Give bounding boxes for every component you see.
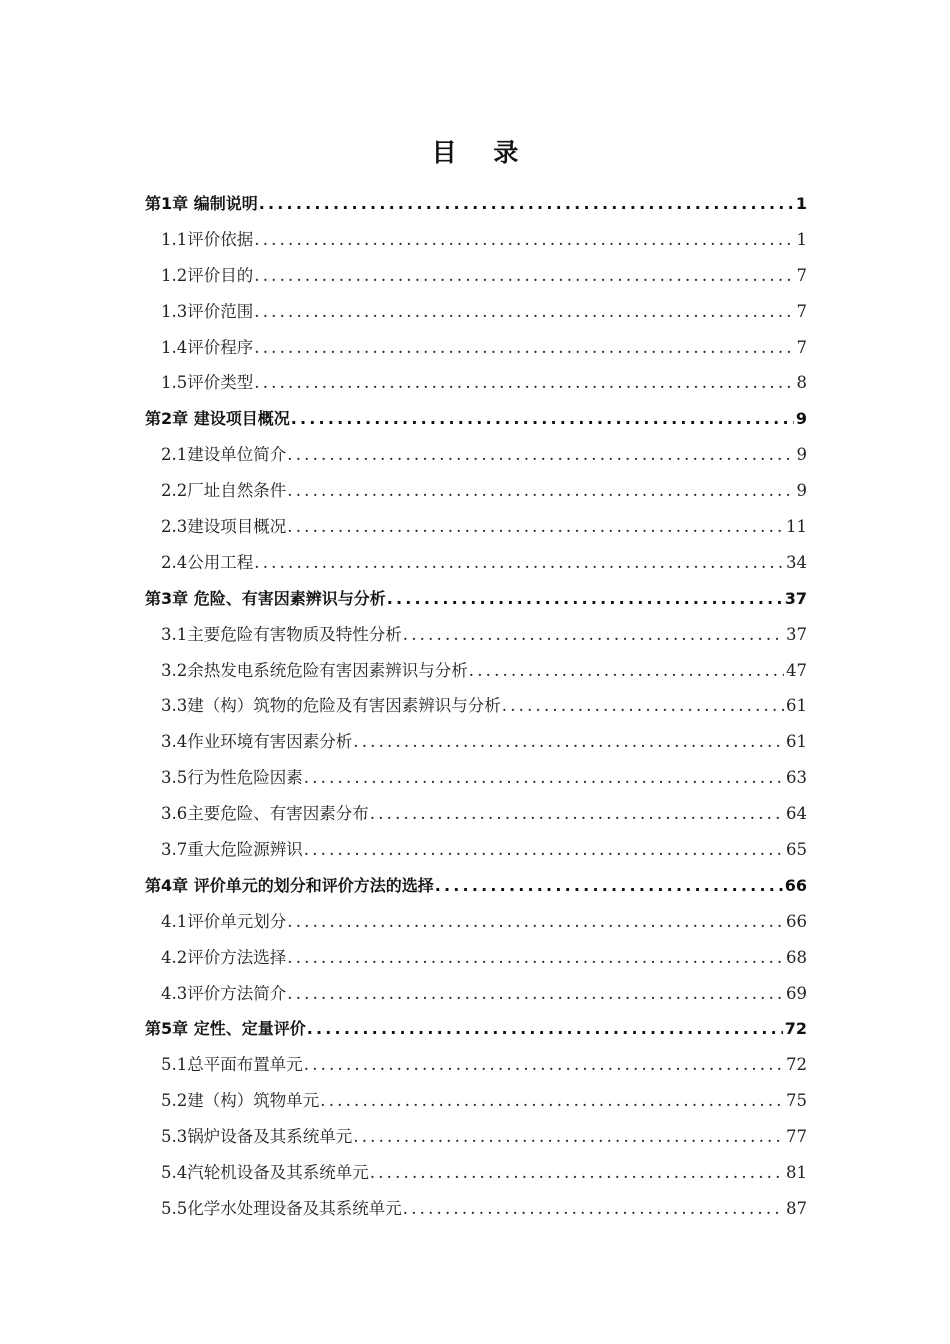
toc-section-entry[interactable] (145, 688, 807, 724)
toc-entry-label: 1.1评价依据 (161, 229, 254, 249)
toc-page-number: 69 (786, 983, 807, 1003)
toc-page-number: 8 (796, 373, 807, 393)
toc-dot-leader (370, 1155, 784, 1191)
toc-entry-label: 第3章 危险、有害因素辨识与分析 (145, 588, 386, 608)
toc-section-entry[interactable] (145, 222, 807, 258)
toc-entry-label: 4.3评价方法简介 (161, 983, 287, 1003)
toc-section-entry[interactable] (145, 1155, 807, 1191)
toc-section-entry[interactable] (145, 976, 807, 1012)
toc-page-number: 65 (786, 840, 807, 860)
toc-entry-label: 3.3建（构）筑物的危险及有害因素辨识与分析 (161, 696, 501, 716)
toc-section-entry[interactable] (145, 1083, 807, 1119)
toc-entry-label: 3.2余热发电系统危险有害因素辨识与分析 (161, 660, 468, 680)
toc-page-number: 9 (796, 445, 807, 465)
toc-page-number: 61 (786, 732, 807, 752)
toc-section-entry[interactable] (145, 1047, 807, 1083)
toc-page-number: 77 (786, 1127, 807, 1147)
toc-entry-label: 1.2评价目的 (161, 265, 254, 285)
toc-dot-leader (287, 904, 784, 940)
toc-section-entry[interactable] (145, 724, 807, 760)
toc-dot-leader (291, 401, 794, 437)
toc-page-number: 81 (786, 1163, 807, 1183)
toc-section-entry[interactable] (145, 437, 807, 473)
toc-section-entry[interactable] (145, 294, 807, 330)
toc-dot-leader (287, 437, 794, 473)
toc-chapter-entry[interactable] (145, 186, 807, 222)
toc-entry-label: 2.3建设项目概况 (161, 517, 287, 537)
toc-entry-label: 3.6主要危险、有害因素分布 (161, 804, 369, 824)
toc-section-entry[interactable] (145, 653, 807, 689)
toc-section-entry[interactable] (145, 904, 807, 940)
toc-entry-label: 2.1建设单位简介 (161, 445, 287, 465)
toc-dot-leader (469, 653, 784, 689)
toc-entry-label: 3.4作业环境有害因素分析 (161, 732, 353, 752)
toc-page-number: 9 (795, 409, 807, 429)
toc-section-entry[interactable] (145, 1191, 807, 1227)
toc-entry-label: 3.7重大危险源辨识 (161, 840, 303, 860)
toc-entry-label: 2.4公用工程 (161, 552, 254, 572)
toc-entry-label: 5.5化学水处理设备及其系统单元 (161, 1198, 402, 1218)
toc-page-number: 1 (795, 194, 807, 213)
toc-section-entry[interactable] (145, 617, 807, 653)
toc-entry-label: 5.1总平面布置单元 (161, 1055, 303, 1075)
toc-chapter-entry[interactable] (145, 401, 807, 437)
toc-page-number: 37 (786, 624, 807, 644)
toc-page-number: 61 (786, 696, 807, 716)
toc-chapter-entry[interactable] (145, 581, 807, 617)
toc-entry-label: 5.4汽轮机设备及其系统单元 (161, 1163, 369, 1183)
toc-chapter-entry[interactable] (145, 1011, 807, 1047)
toc-page-number: 1 (796, 229, 807, 249)
toc-page-number: 72 (786, 1055, 807, 1075)
toc-dot-leader (254, 258, 794, 294)
toc-page-number: 34 (786, 552, 807, 572)
toc-page-number: 66 (786, 911, 807, 931)
toc-page-number: 75 (786, 1091, 807, 1111)
toc-dot-leader (370, 796, 784, 832)
toc-page-number: 37 (784, 588, 807, 608)
toc-dot-leader (435, 868, 783, 904)
toc-dot-leader (403, 1191, 784, 1227)
toc-dot-leader (307, 1011, 783, 1047)
table-of-contents (145, 186, 807, 1227)
toc-dot-leader (304, 760, 784, 796)
toc-dot-leader (287, 940, 784, 976)
toc-dot-leader (254, 222, 794, 258)
toc-section-entry[interactable] (145, 330, 807, 366)
toc-page-number: 7 (796, 301, 807, 321)
toc-entry-label: 第5章 定性、定量评价 (145, 1019, 306, 1039)
toc-page-number: 68 (786, 947, 807, 967)
toc-page-number: 7 (796, 337, 807, 357)
toc-dot-leader (387, 581, 783, 617)
toc-page-number: 9 (796, 481, 807, 501)
toc-entry-label: 4.2评价方法选择 (161, 947, 287, 967)
toc-page-number: 11 (786, 517, 807, 537)
toc-entry-label: 3.1主要危险有害物质及特性分析 (161, 624, 402, 644)
toc-section-entry[interactable] (145, 473, 807, 509)
toc-dot-leader (254, 365, 794, 401)
toc-dot-leader (254, 294, 794, 330)
toc-dot-leader (304, 1047, 784, 1083)
toc-title: 目 录 (431, 138, 533, 167)
toc-dot-leader (304, 832, 784, 868)
toc-entry-label: 1.5评价类型 (161, 373, 254, 393)
toc-dot-leader (254, 545, 784, 581)
toc-entry-label: 3.5行为性危险因素 (161, 768, 303, 788)
toc-entry-label: 1.3评价范围 (161, 301, 254, 321)
toc-section-entry[interactable] (145, 760, 807, 796)
toc-entry-label: 5.3锅炉设备及其系统单元 (161, 1127, 353, 1147)
toc-page-number: 66 (784, 875, 807, 895)
toc-entry-label: 2.2厂址自然条件 (161, 481, 287, 501)
toc-dot-leader (287, 473, 794, 509)
toc-entry-label: 4.1评价单元划分 (161, 911, 287, 931)
toc-section-entry[interactable] (145, 509, 807, 545)
toc-chapter-entry[interactable] (145, 868, 807, 904)
toc-page-number: 87 (786, 1198, 807, 1218)
toc-dot-leader (287, 509, 784, 545)
toc-section-entry[interactable] (145, 545, 807, 581)
toc-page-number: 47 (786, 660, 807, 680)
toc-section-entry[interactable] (145, 832, 807, 868)
toc-section-entry[interactable] (145, 940, 807, 976)
toc-dot-leader (353, 1119, 784, 1155)
toc-dot-leader (353, 724, 784, 760)
toc-dot-leader (403, 617, 784, 653)
toc-page-number: 7 (796, 265, 807, 285)
toc-page-number: 63 (786, 768, 807, 788)
toc-section-entry[interactable] (145, 1119, 807, 1155)
toc-page-number: 72 (784, 1019, 807, 1039)
toc-entry-label: 第2章 建设项目概况 (145, 409, 290, 429)
toc-section-entry[interactable] (145, 365, 807, 401)
toc-dot-leader (320, 1083, 784, 1119)
toc-dot-leader (259, 186, 794, 222)
toc-entry-label: 1.4评价程序 (161, 337, 254, 357)
toc-section-entry[interactable] (145, 258, 807, 294)
toc-section-entry[interactable] (145, 796, 807, 832)
toc-dot-leader (254, 330, 794, 366)
toc-dot-leader (287, 976, 784, 1012)
toc-entry-label: 第1章 编制说明 (145, 194, 258, 213)
toc-entry-label: 5.2建（构）筑物单元 (161, 1091, 320, 1111)
toc-page-number: 64 (786, 804, 807, 824)
toc-dot-leader (502, 688, 784, 724)
toc-entry-label: 第4章 评价单元的划分和评价方法的选择 (145, 875, 434, 895)
